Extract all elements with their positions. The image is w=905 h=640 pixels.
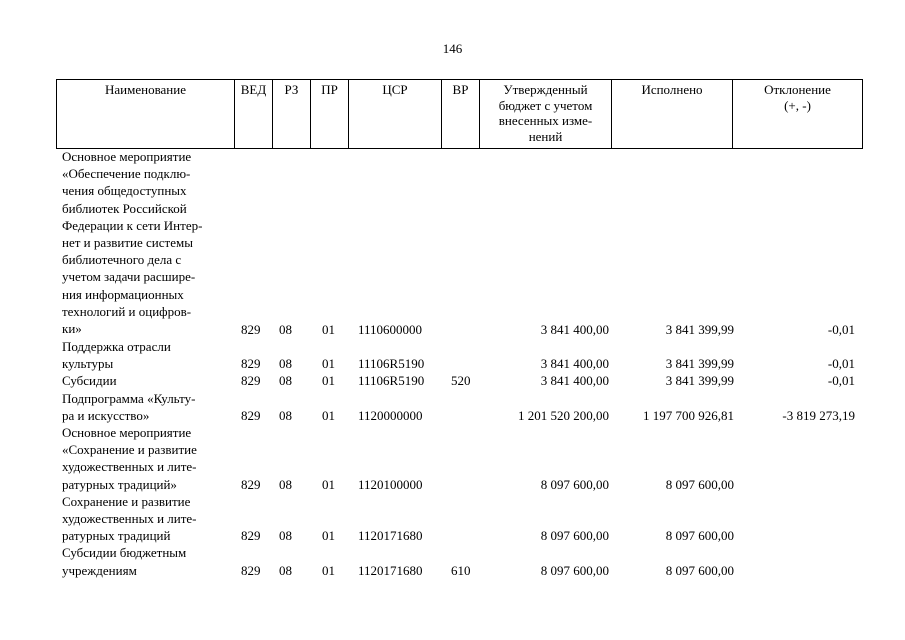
row-done: 8 097 600,00 — [665, 476, 734, 492]
row-csr: 1120171680 — [358, 528, 423, 544]
row-csr: 1120171680 — [358, 562, 423, 578]
row-csr: 11106R5190 — [358, 373, 425, 389]
header-vr: ВР — [442, 80, 480, 149]
table-row — [56, 493, 862, 545]
row-csr: 1110600000 — [358, 321, 423, 337]
row-csr: 1120000000 — [358, 407, 423, 423]
table-row — [56, 544, 862, 578]
row-ved: 829 — [241, 476, 261, 492]
row-ved: 829 — [241, 321, 261, 337]
row-name: Субсидии — [62, 373, 117, 389]
header-done: Исполнено — [612, 80, 733, 149]
row-rz: 08 — [279, 476, 292, 492]
row-pr: 01 — [322, 356, 335, 372]
row-ved: 829 — [241, 562, 261, 578]
row-ved: 829 — [241, 407, 261, 423]
row-deviation: -0,01 — [827, 373, 855, 389]
page-number: 146 — [442, 41, 463, 56]
row-done: 8 097 600,00 — [665, 528, 734, 544]
row-done: 8 097 600,00 — [665, 562, 734, 578]
row-budget: 1 201 520 200,00 — [518, 407, 609, 423]
table-body — [56, 148, 862, 579]
row-rz: 08 — [279, 373, 292, 389]
table-row — [56, 390, 862, 424]
row-pr: 01 — [322, 407, 335, 423]
row-budget: 3 841 400,00 — [540, 373, 609, 389]
row-pr: 01 — [322, 476, 335, 492]
row-budget: 3 841 400,00 — [540, 356, 609, 372]
row-name: Подпрограмма «Культу- ра и искусство» — [62, 390, 196, 423]
row-budget: 8 097 600,00 — [540, 528, 609, 544]
row-ved: 829 — [241, 356, 261, 372]
row-deviation: -0,01 — [827, 356, 855, 372]
header-rz: РЗ — [273, 80, 311, 149]
row-rz: 08 — [279, 356, 292, 372]
table-row — [56, 338, 862, 372]
header-csr: ЦСР — [349, 80, 442, 149]
header-pr: ПР — [311, 80, 349, 149]
row-ved: 829 — [241, 373, 261, 389]
row-csr: 11106R5190 — [358, 356, 425, 372]
row-budget: 8 097 600,00 — [540, 562, 609, 578]
header-deviation: Отклонение (+, -) — [733, 80, 863, 149]
row-done: 3 841 399,99 — [665, 373, 734, 389]
row-rz: 08 — [279, 407, 292, 423]
row-ved: 829 — [241, 528, 261, 544]
row-pr: 01 — [322, 562, 335, 578]
header-budget: Утвержденный бюджет с учетом внесенных изме- нений — [480, 80, 612, 149]
row-vr: 610 — [451, 562, 471, 578]
row-csr: 1120100000 — [358, 476, 423, 492]
row-done: 3 841 399,99 — [665, 321, 734, 337]
row-name: Субсидии бюджетным учреждениям — [62, 545, 187, 578]
table-row — [56, 424, 862, 493]
table-header — [56, 79, 863, 149]
row-rz: 08 — [279, 321, 292, 337]
row-name: Сохранение и развитие художественных и лите- ратурных традиций — [62, 493, 197, 544]
row-pr: 01 — [322, 528, 335, 544]
table-row — [56, 148, 862, 338]
row-name: Основное мероприятие «Сохранение и развитие художественных и лите- ратурных традиций» — [62, 424, 197, 492]
row-name: Поддержка отрасли культуры — [62, 339, 171, 372]
row-done: 1 197 700 926,81 — [643, 407, 734, 423]
row-rz: 08 — [279, 562, 292, 578]
table-row — [56, 372, 862, 389]
header-name: Наименование — [57, 80, 235, 149]
row-deviation: -3 819 273,19 — [782, 407, 855, 423]
row-deviation: -0,01 — [827, 321, 855, 337]
row-budget: 3 841 400,00 — [540, 321, 609, 337]
row-name: Основное мероприятие «Обеспечение подклю- чения общедоступных библиотек Российской Федерации к сети Интер- нет и развитие системы библиотечного дела с учетом задачи расшире- ния информационных технологий и оцифров- ки» — [62, 149, 203, 337]
row-done: 3 841 399,99 — [665, 356, 734, 372]
row-pr: 01 — [322, 373, 335, 389]
header-ved: ВЕД — [235, 80, 273, 149]
row-budget: 8 097 600,00 — [540, 476, 609, 492]
row-vr: 520 — [451, 373, 471, 389]
row-pr: 01 — [322, 321, 335, 337]
row-rz: 08 — [279, 528, 292, 544]
